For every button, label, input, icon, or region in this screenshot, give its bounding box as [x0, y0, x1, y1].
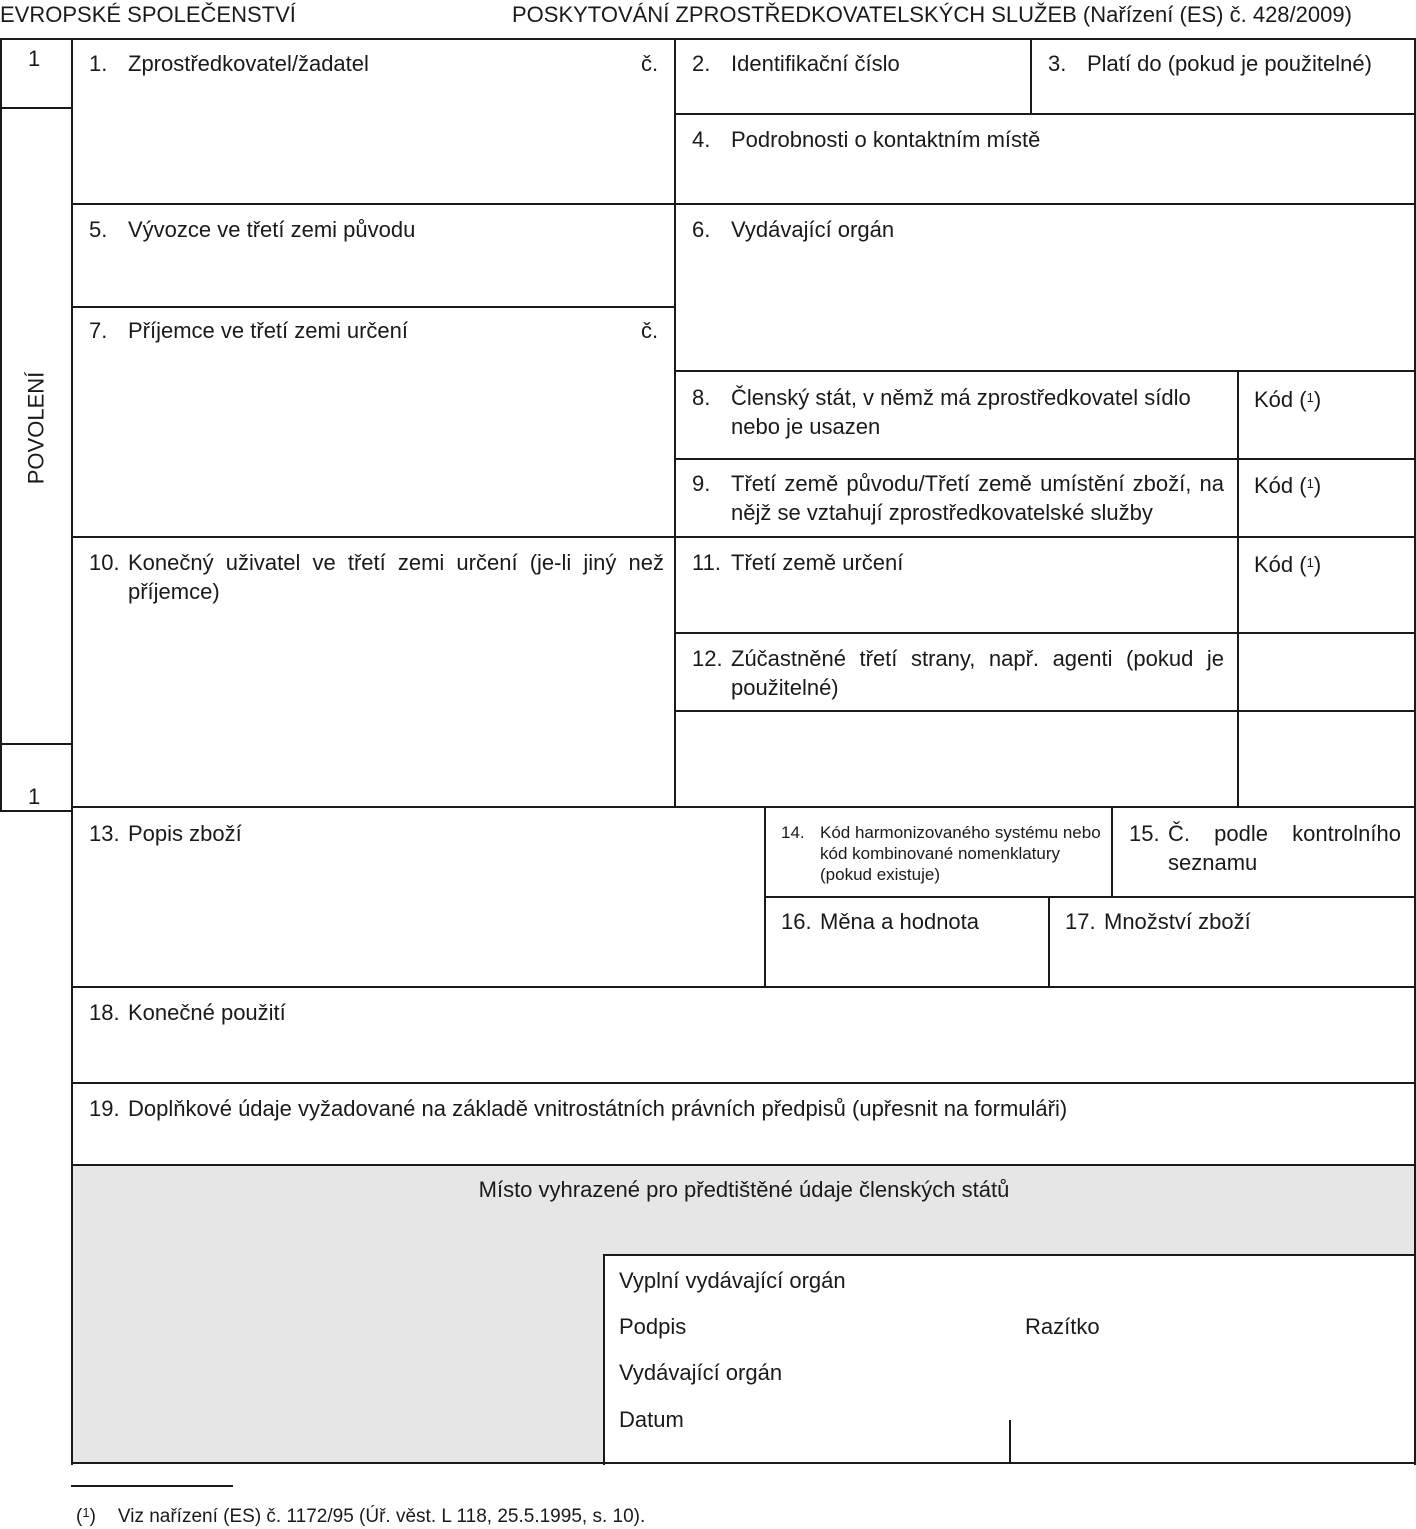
issuer-label: Vydávající orgán [619, 1360, 783, 1385]
fill-in-label: Vyplní vydávající orgán [619, 1268, 846, 1293]
field-9-code: Kód ($^1$) [1254, 473, 1322, 498]
field-11-code: Kód ($^1$) [1254, 552, 1322, 577]
signature-label: Podpis [619, 1314, 687, 1339]
field-3-label: 3. Platí do (pokud je použitelné) [1048, 51, 1372, 76]
copy-number-bottom: 1 [28, 784, 41, 809]
field-9-label: 9. Třetí země původu/Třetí země umístění zboží, na nějž se vztahují zprostředkovatelské služby [692, 471, 1224, 525]
header-left: EVROPSKÉ SPOLEČENSTVÍ [0, 2, 296, 27]
vertical-label: POVOLENÍ [23, 371, 49, 485]
field-19-label: 19. Doplňkové údaje vyžadované na základě vnitrostátních právních předpisů (upřesnit na formuláři) [89, 1096, 1068, 1121]
field-5-label: 5. Vývozce ve třetí zemi původu [89, 217, 416, 242]
field-14-label: 14. Kód harmonizovaného systému nebo kód kombinované nomenklatury (pokud existuje) [781, 823, 1101, 884]
reserved-title: Místo vyhrazené pro předtištěné údaje členských států [478, 1177, 1010, 1202]
copy-number-top: 1 [28, 46, 41, 71]
header-right: POSKYTOVÁNÍ ZPROSTŘEDKOVATELSKÝCH SLUŽEB (Nařízení (ES) č. 428/2009) [512, 2, 1352, 27]
field-15-label: 15. Č. podle kontrolního seznamu [1129, 821, 1401, 875]
field-7-label: 7. Příjemce ve třetí zemi určení [89, 318, 408, 343]
field-7-suffix: č. [641, 318, 659, 343]
field-1-label: 1. Zprostředkovatel/žadatel [89, 51, 369, 76]
field-4-label: 4. Podrobnosti o kontaktním místě [692, 127, 1041, 152]
field-6-label: 6. Vydávající orgán [692, 217, 895, 242]
stamp-label: Razítko [1025, 1314, 1100, 1339]
field-10-label: 10. Konečný uživatel ve třetí zemi určení (je-li jiný než příjemce) [89, 550, 664, 604]
footnote: ($^1$) Viz nařízení (ES) č. 1172/95 (Úř. věst. L 118, 25.5.1995, s. 10). [76, 1505, 646, 1527]
field-17-label: 17. Množství zboží [1065, 909, 1251, 934]
field-2-label: 2. Identifikační číslo [692, 51, 900, 76]
field-18-label: 18. Konečné použití [89, 1000, 286, 1025]
date-label: Datum [619, 1407, 684, 1432]
field-8-code: Kód ($^1$) [1254, 387, 1322, 412]
field-8-label: 8. Členský stát, v němž má zprostředkovatel sídlo nebo je usazen [692, 385, 1191, 439]
field-12-label: 12. Zúčastněné třetí strany, např. agenti (pokud je použitelné) [692, 646, 1224, 700]
field-16-label: 16. Měna a hodnota [781, 909, 980, 934]
field-11-label: 11. Třetí země určení [692, 550, 904, 575]
field-13-label: 13. Popis zboží [89, 821, 242, 846]
field-1-suffix: č. [641, 51, 659, 76]
